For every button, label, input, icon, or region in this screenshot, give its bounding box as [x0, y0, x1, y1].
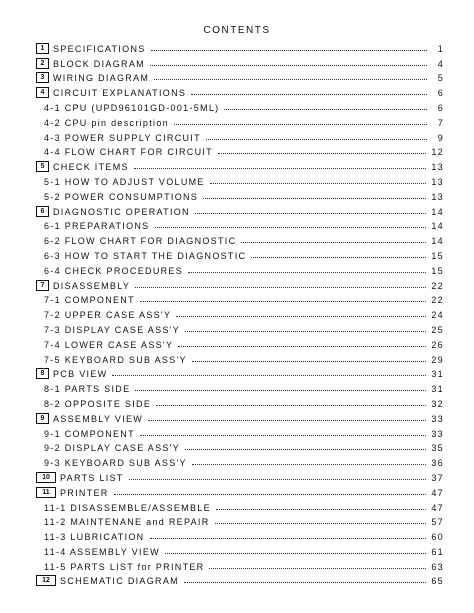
entry-title: 11-3 LUBRICATION [44, 532, 145, 543]
toc-subsection-entry [36, 379, 444, 394]
toc-section-entry [36, 409, 444, 424]
dot-leader [192, 361, 427, 362]
section-number-box: 10 [36, 472, 56, 483]
dot-leader [150, 65, 427, 66]
entry-title: WIRING DIAGRAM [53, 73, 150, 84]
dot-leader [155, 227, 427, 228]
toc-subsection-entry [36, 498, 444, 513]
dot-leader [178, 346, 426, 347]
entry-title: PARTS LIST [60, 472, 124, 483]
page-number: 47 [431, 502, 444, 513]
dot-leader [156, 405, 426, 406]
table-of-contents [36, 39, 444, 586]
toc-subsection-entry [36, 291, 444, 306]
dot-leader [216, 509, 426, 510]
page-number: 31 [431, 369, 444, 380]
dot-leader [140, 435, 426, 436]
entry-title: 6-1 PREPARATIONS [44, 221, 150, 232]
dot-leader [241, 242, 426, 243]
entry-title: BLOCK DIAGRAM [53, 58, 145, 69]
entry-title: 5-1 HOW TO ADJUST VOLUME [44, 176, 205, 187]
page-number: 14 [431, 206, 444, 217]
toc-subsection-entry [36, 557, 444, 572]
entry-title: 7-4 LOWER CASE ASS'Y [44, 339, 174, 350]
page-number: 15 [431, 250, 444, 261]
entry-title: 6-3 HOW TO START THE DIAGNOSTIC [44, 250, 247, 261]
dot-leader [215, 523, 427, 524]
page-number: 29 [431, 354, 444, 365]
entry-title: PCB VIEW [53, 369, 108, 380]
page-number: 33 [431, 413, 444, 424]
toc-subsection-entry [36, 350, 444, 365]
entry-title: 4-4 FLOW CHART FOR CIRCUIT [44, 147, 213, 158]
toc-subsection-entry [36, 527, 444, 542]
toc-section-entry [36, 572, 444, 587]
dot-leader [203, 198, 426, 199]
toc-section-entry [36, 83, 444, 98]
page-number: 35 [431, 443, 444, 454]
toc-subsection-entry [36, 187, 444, 202]
dot-leader [114, 494, 427, 495]
section-number-box: 12 [36, 575, 56, 586]
toc-section-entry [36, 468, 444, 483]
dot-leader [129, 479, 427, 480]
section-number-box: 2 [36, 58, 49, 69]
toc-section-entry [36, 54, 444, 69]
toc-subsection-entry [36, 453, 444, 468]
dot-leader [188, 272, 426, 273]
page-number: 13 [431, 191, 444, 202]
dot-leader [206, 139, 427, 140]
section-number-box: 1 [36, 43, 49, 54]
page-number: 32 [431, 398, 444, 409]
entry-title: ASSEMBLY VIEW [53, 413, 144, 424]
section-number-box: 11 [36, 487, 56, 498]
dot-leader [251, 257, 426, 258]
page-number: 63 [431, 561, 444, 572]
page-number: 9 [437, 132, 444, 143]
dot-leader [135, 287, 426, 288]
toc-subsection-entry [36, 424, 444, 439]
entry-title: DIAGNOSTIC OPERATION [53, 206, 190, 217]
page-number: 60 [431, 532, 444, 543]
toc-subsection-entry [36, 217, 444, 232]
page-number: 26 [431, 339, 444, 350]
toc-subsection-entry [36, 261, 444, 276]
entry-title: 11-1 DISASSEMBLE/ASSEMBLE [44, 502, 211, 513]
page-number: 61 [431, 546, 444, 557]
dot-leader [209, 568, 426, 569]
toc-subsection-entry [36, 320, 444, 335]
dot-leader [185, 331, 426, 332]
toc-subsection-entry [36, 172, 444, 187]
entry-title: 5-2 POWER CONSUMPTIONS [44, 191, 199, 202]
entry-title: SCHEMATIC DIAGRAM [60, 576, 179, 587]
entry-title: 11-4 ASSEMBLY VIEW [44, 546, 160, 557]
dot-leader [185, 449, 426, 450]
toc-section-entry [36, 483, 444, 498]
page-number: 22 [431, 295, 444, 306]
toc-section-entry [36, 365, 444, 380]
toc-section-entry [36, 202, 444, 217]
page-number: 37 [431, 472, 444, 483]
dot-leader [184, 582, 426, 583]
toc-section-entry [36, 69, 444, 84]
page-number: 6 [437, 102, 444, 113]
toc-subsection-entry [36, 439, 444, 454]
page-number: 33 [431, 428, 444, 439]
section-number-box: 3 [36, 72, 49, 83]
page-number: 7 [437, 117, 444, 128]
entry-title: 8-2 OPPOSITE SIDE [44, 398, 152, 409]
entry-title: 6-2 FLOW CHART FOR DIAGNOSTIC [44, 236, 237, 247]
toc-section-entry [36, 39, 444, 54]
dot-leader [191, 94, 427, 95]
toc-subsection-entry [36, 98, 444, 113]
entry-title: 7-2 UPPER CASE ASS'Y [44, 310, 172, 321]
page-number: 36 [431, 458, 444, 469]
toc-subsection-entry [36, 335, 444, 350]
dot-leader [165, 553, 426, 554]
dot-leader [210, 183, 427, 184]
page-number: 12 [431, 147, 444, 158]
toc-subsection-entry [36, 128, 444, 143]
entry-title: PRINTER [60, 487, 109, 498]
dot-leader [134, 168, 427, 169]
dot-leader [112, 375, 426, 376]
page-number: 5 [437, 73, 444, 84]
entry-title: 7-3 DISPLAY CASE ASS'Y [44, 324, 181, 335]
toc-subsection-entry [36, 305, 444, 320]
dot-leader [154, 79, 427, 80]
toc-subsection-entry [36, 246, 444, 261]
dot-leader [174, 124, 427, 125]
toc-section-entry [36, 157, 444, 172]
entry-title: 9-1 COMPONENT [44, 428, 135, 439]
entry-title: 4-2 CPU pin description [44, 117, 169, 128]
page-number: 13 [431, 162, 444, 173]
section-number-box: 5 [36, 161, 49, 172]
page-number: 25 [431, 324, 444, 335]
toc-subsection-entry [36, 113, 444, 128]
dot-leader [148, 420, 426, 421]
dot-leader [135, 390, 426, 391]
entry-title: 7-5 KEYBOARD SUB ASS'Y [44, 354, 187, 365]
page-number: 47 [431, 487, 444, 498]
page-number: 14 [431, 236, 444, 247]
section-number-box: 7 [36, 280, 49, 291]
entry-title: 11-5 PARTS LIST for PRINTER [44, 561, 205, 572]
section-number-box: 9 [36, 413, 49, 424]
page-number: 22 [431, 280, 444, 291]
entry-title: CHECK ITEMS [53, 162, 129, 173]
toc-subsection-entry [36, 542, 444, 557]
dot-leader [151, 50, 427, 51]
page-title: CONTENTS [203, 25, 271, 36]
dot-leader [140, 301, 426, 302]
page-number: 15 [431, 265, 444, 276]
entry-title: 4-3 POWER SUPPLY CIRCUIT [44, 132, 201, 143]
entry-title: DISASSEMBLY [53, 280, 131, 291]
entry-title: 6-4 CHECK PROCEDURES [44, 265, 184, 276]
page-number: 57 [431, 517, 444, 528]
page-number: 1 [437, 43, 444, 54]
section-number-box: 6 [36, 206, 49, 217]
page-number: 4 [437, 58, 444, 69]
entry-title: SPECIFICATIONS [53, 43, 146, 54]
entry-title: 7-1 COMPONENT [44, 295, 135, 306]
entry-title: 9-2 DISPLAY CASE ASS'Y [44, 443, 181, 454]
page-number: 31 [431, 384, 444, 395]
toc-subsection-entry [36, 143, 444, 158]
entry-title: 9-3 KEYBOARD SUB ASS'Y [44, 458, 187, 469]
toc-subsection-entry [36, 231, 444, 246]
entry-title: CIRCUIT EXPLANATIONS [53, 88, 187, 99]
page-number: 24 [431, 310, 444, 321]
page-number: 6 [437, 88, 444, 99]
dot-leader [176, 316, 426, 317]
page-number: 65 [431, 576, 444, 587]
dot-leader [224, 109, 427, 110]
entry-title: 11-2 MAINTENANE and REPAIR [44, 517, 210, 528]
section-number-box: 8 [36, 368, 49, 379]
toc-subsection-entry [36, 513, 444, 528]
dot-leader [192, 464, 427, 465]
dot-leader [150, 538, 427, 539]
page-number: 14 [431, 221, 444, 232]
toc-subsection-entry [36, 394, 444, 409]
toc-section-entry [36, 276, 444, 291]
entry-title: 8-1 PARTS SIDE [44, 384, 131, 395]
dot-leader [218, 153, 426, 154]
section-number-box: 4 [36, 87, 49, 98]
dot-leader [195, 213, 427, 214]
page-number: 13 [431, 176, 444, 187]
entry-title: 4-1 CPU (UPD96101GD-001-5ML) [44, 102, 220, 113]
